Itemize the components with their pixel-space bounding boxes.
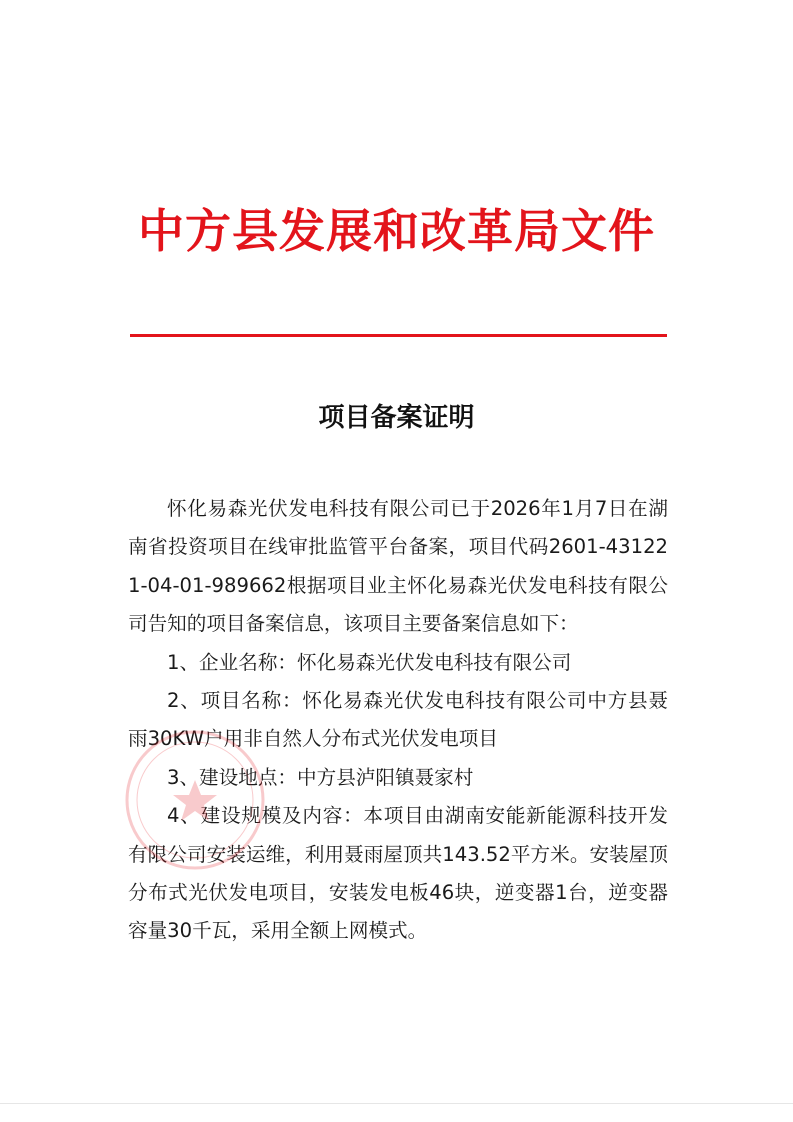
issuing-office-header: 中方县发展和改革局文件 (138, 204, 655, 258)
document-title: 项目备案证明 (318, 403, 475, 433)
page-bottom-edge (0, 1103, 793, 1104)
header-red-divider (130, 334, 667, 337)
list-item: 3、建设地点：中方县泸阳镇聂家村 (167, 765, 474, 789)
document-body (128, 490, 668, 951)
list-item: 2、项目名称：怀化易森光伏发电科技有限公司中方县聂雨30KW户用非自然人分布式光伏发电项目 (128, 689, 668, 751)
intro-paragraph: 怀化易森光伏发电科技有限公司已于2026年1月7日在湖南省投资项目在线审批监管平台备案，项目代码2601-431221-04-01-989662根据项目业主怀化易森光伏发电科技有限公司告知的项目备案信息，该项目主要备案信息如下： (128, 497, 668, 636)
list-item: 1、企业名称：怀化易森光伏发电科技有限公司 (167, 650, 572, 674)
list-item: 4、建设规模及内容：本项目由湖南安能新能源科技开发有限公司安装运维，利用聂雨屋顶共143.52平方米。安装屋顶分布式光伏发电项目，安装发电板46块，逆变器1台，逆变器容量30千瓦，采用全额上网模式。 (128, 804, 668, 943)
